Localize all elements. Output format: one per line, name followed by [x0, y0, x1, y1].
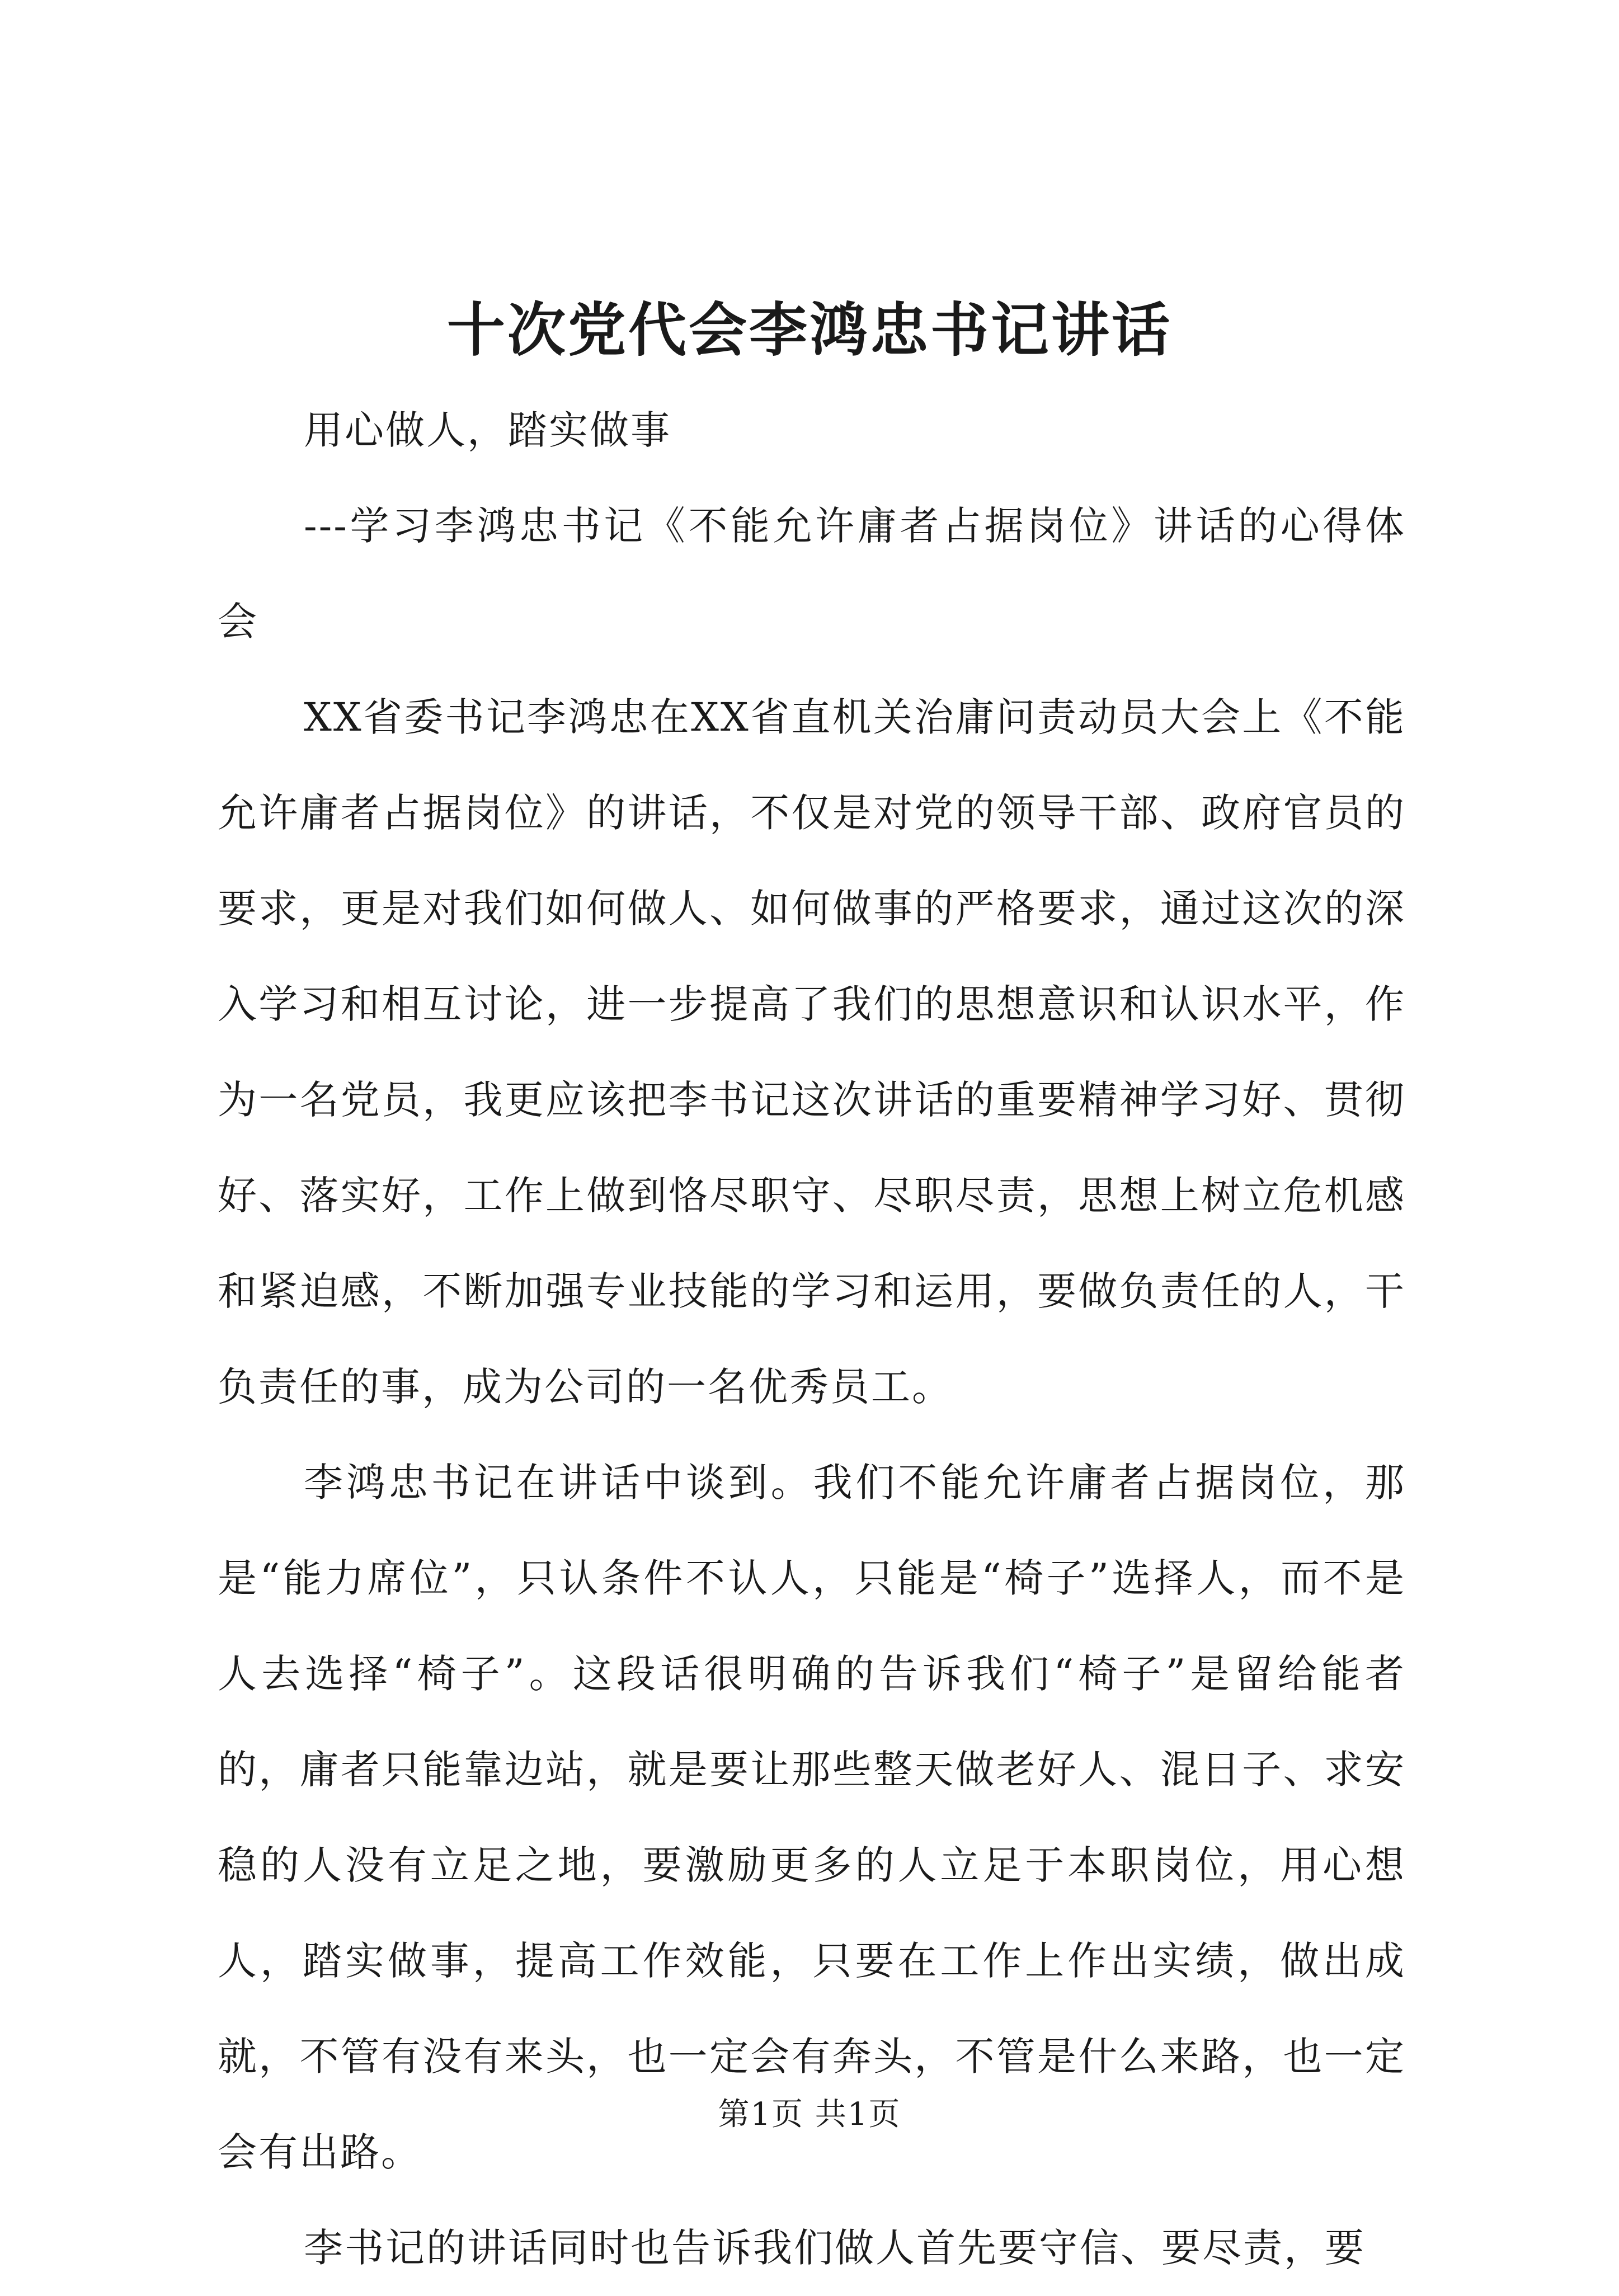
document-body [218, 383, 1406, 2296]
paragraph-subtitle: 用心做人，踏实做事 [304, 407, 671, 453]
paragraph-subheading: ---学习李鸿忠书记《不能允许庸者占据岗位》讲话的心得体会 [218, 503, 1406, 644]
paragraph-body-1: XX省委书记李鸿忠在XX省直机关治庸问责动员大会上《不能允许庸者占据岗位》的讲话，不仅是对党的领导干部、政府官员的要求，更是对我们如何做人、如何做事的严格要求，通过这次的深入学习和相互讨论，进一步提高了我们的思想意识和认识水平，作为一名党员，我更应该把李书记这次讲话的重要精神学习好、贯彻好、落实好，工作上做到恪尽职守、尽职尽责，思想上树立危机感和紧迫感，不断加强专业技能的学习和运用，要做负责任的人，干负责任的事，成为公司的一名优秀员工。 [218, 694, 1406, 1410]
document-title: 十次党代会李鸿忠书记讲话 [446, 295, 1172, 364]
page-footer: 第1页 共1页 [718, 2096, 901, 2133]
paragraph-body-3: 李书记的讲话同时也告诉我们做人首先要守信、要尽责，要 [304, 2225, 1366, 2271]
paragraph-body-2: 李鸿忠书记在讲话中谈到。我们不能允许庸者占据岗位，那是“能力席位”，只认条件不认人，只能是“椅子”选择人，而不是人去选择“椅子”。这段话很明确的告诉我们“椅子”是留给能者的，庸者只能靠边站，就是要让那些整天做老好人、混日子、求安稳的人没有立足之地，要激励更多的人立足于本职岗位，用心想人，踏实做事，提高工作效能，只要在工作上作出实绩，做出成就，不管有没有来头，也一定会有奔头，不管是什么来路，也一定会有出路。 [218, 1460, 1406, 2175]
